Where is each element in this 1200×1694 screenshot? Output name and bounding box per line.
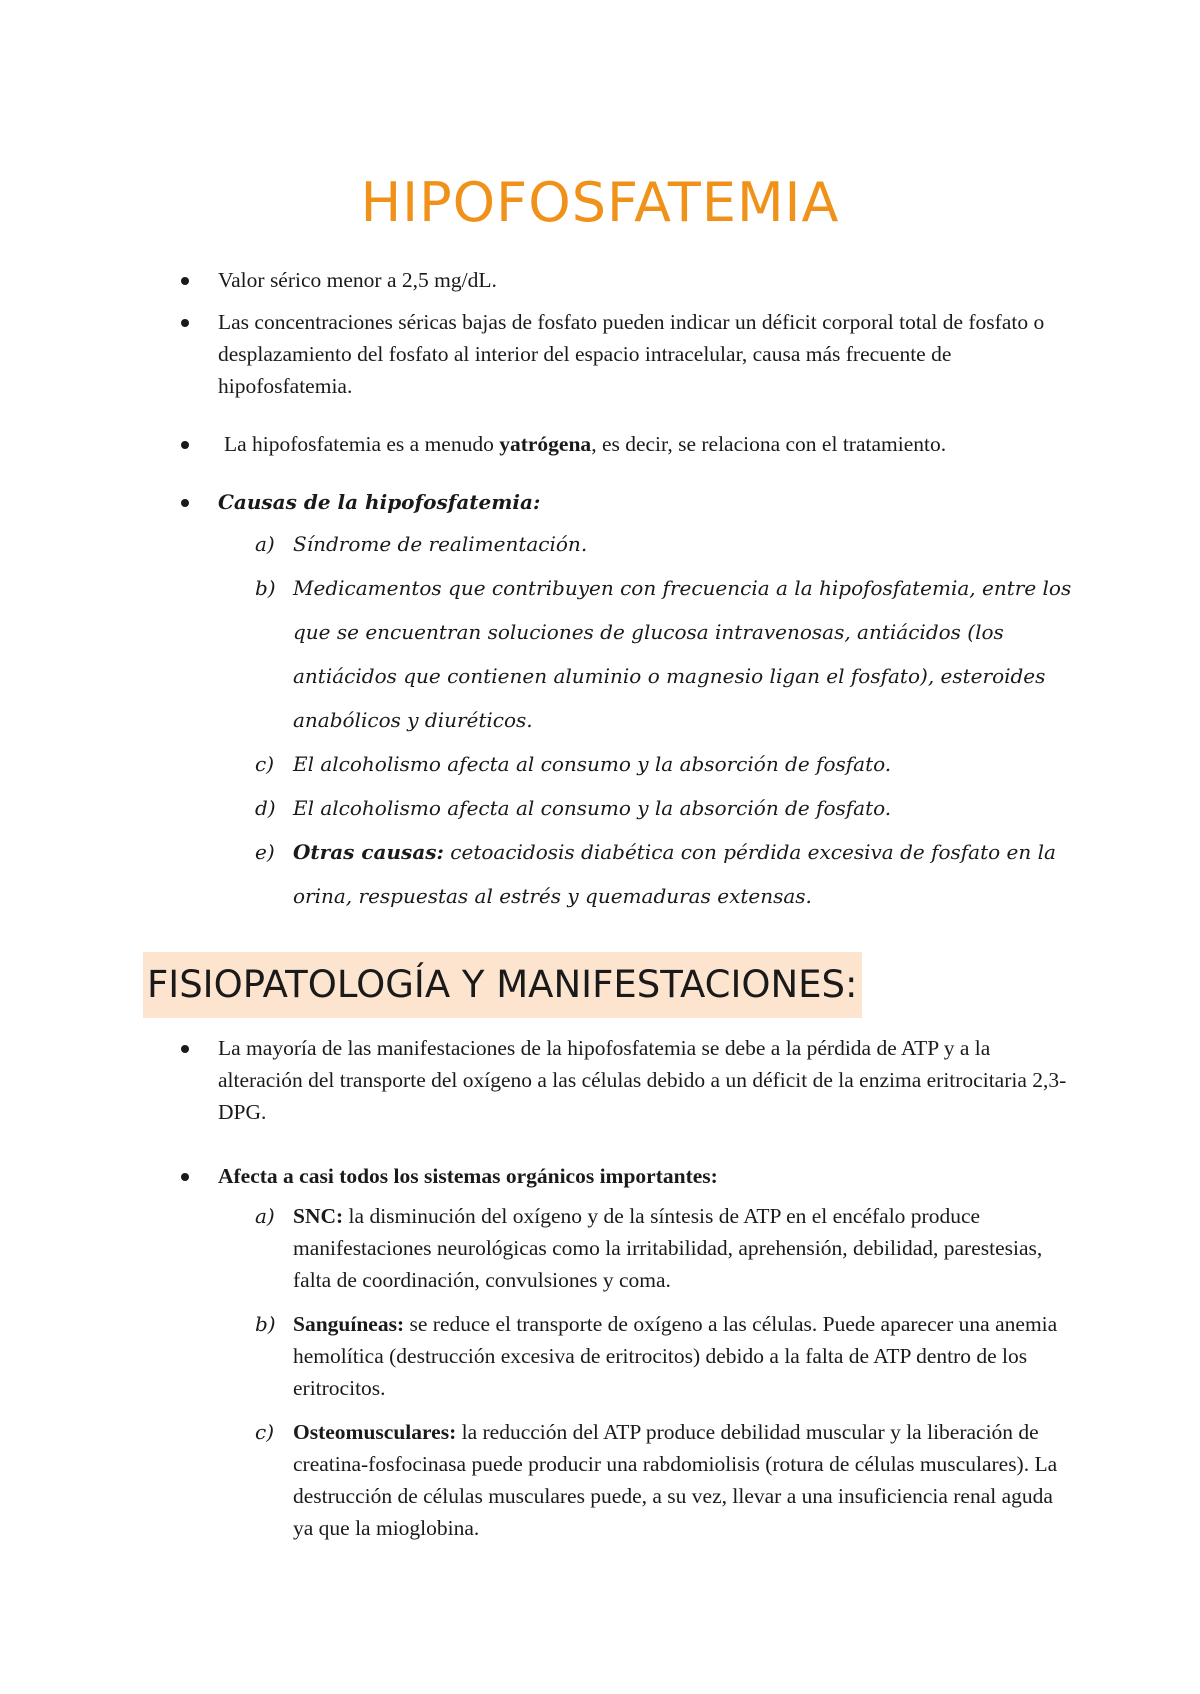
item-label: c) (255, 1420, 275, 1444)
bold-term: Otras causas: (293, 840, 444, 864)
bullet-text (224, 428, 1074, 460)
text-run: cetoacidosis diabética con pérdida excesiva de fosfato en la orina, respuestas al estrés y quemaduras extensas. (293, 840, 1056, 908)
bullet-icon (181, 1045, 189, 1053)
text-run: , es decir, se relaciona con el tratamiento. (591, 432, 947, 456)
item-text (293, 1200, 1073, 1296)
bullet-text: La mayoría de las manifestaciones de la hipofosfatemia se debe a la pérdida de ATP y a la alteración del transporte del oxígeno a las células debido a un déficit de la enzima eritrocitaria 2,3-DPG. (218, 1036, 1067, 1124)
item-text: El alcoholismo afecta al consumo y la absorción de fosfato. (293, 752, 892, 776)
item-text (293, 1416, 1073, 1544)
bullet-icon (181, 441, 189, 449)
bullet-text: Las concentraciones séricas bajas de fosfato pueden indicar un déficit corporal total de fosfato o desplazamiento del fosfato al interior del espacio intracelular, causa más frecuente de hipofosfatemia. (218, 310, 1045, 398)
text-run: La hipofosfatemia es a menudo (224, 432, 500, 456)
bullet-icon (181, 319, 189, 327)
bold-term: Osteomusculares: (293, 1420, 457, 1444)
item-text: Medicamentos que contribuyen con frecuencia a la hipofosfatemia, entre los que se encuentran soluciones de glucosa intravenosas, antiácidos (los antiácidos que contienen aluminio o magnesio ligan el fosfato), esteroides anabólicos y diuréticos. (293, 576, 1072, 732)
item-label: a) (255, 532, 275, 556)
item-text (293, 1308, 1073, 1404)
item-label: a) (255, 1204, 275, 1228)
bullet-text: Afecta a casi todos los sistemas orgánicos importantes: (218, 1164, 718, 1188)
section-heading: FISIOPATOLOGÍA Y MANIFESTACIONES: (143, 952, 862, 1018)
item-label: e) (255, 840, 275, 864)
bullet-icon (181, 1173, 189, 1181)
bullet-text: Valor sérico menor a 2,5 mg/dL. (218, 268, 497, 292)
bullet-icon (181, 277, 189, 285)
item-text (293, 830, 1073, 918)
text-run: la disminución del oxígeno y de la síntesis de ATP en el encéfalo produce manifestaciones neurológicas como la irritabilidad, aprehensión, debilidad, parestesias, falta de coordinación, convulsiones y coma. (293, 1204, 1043, 1292)
text-run: se reduce el transporte de oxígeno a las células. Puede aparecer una anemia hemolítica (destrucción excesiva de eritrocitos) debido a la falta de ATP dentro de los eritrocitos. (293, 1312, 1058, 1400)
bullet-icon (181, 499, 189, 507)
causes-heading: Causas de la hipofosfatemia: (218, 490, 541, 514)
item-label: c) (255, 752, 275, 776)
bold-term: SNC: (293, 1204, 344, 1228)
text-run: la reducción del ATP produce debilidad muscular y la liberación de creatina-fosfocinasa puede producir una rabdomiolisis (rotura de células musculares). La destrucción de células musculares puede, a su vez, llevar a una insuficiencia renal aguda ya que la mioglobina. (293, 1420, 1058, 1540)
item-text: Síndrome de realimentación. (293, 532, 588, 556)
item-text: El alcoholismo afecta al consumo y la absorción de fosfato. (293, 796, 892, 820)
item-label: b) (255, 1312, 276, 1336)
item-label: d) (255, 796, 276, 820)
bold-term: Sanguíneas: (293, 1312, 405, 1336)
page-title: HIPOFOSFATEMIA (360, 171, 840, 234)
bold-term: yatrógena (499, 432, 592, 456)
item-label: b) (255, 576, 276, 600)
